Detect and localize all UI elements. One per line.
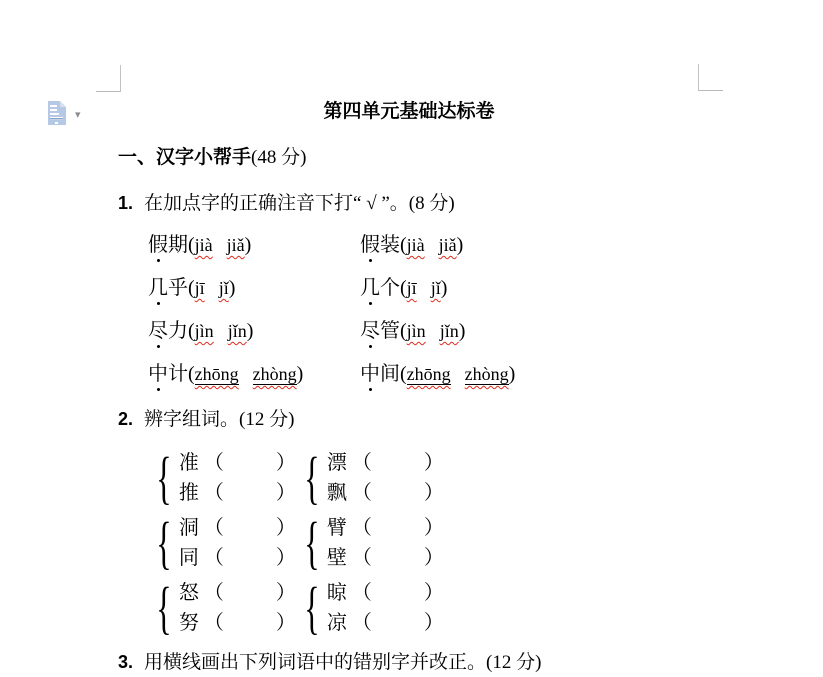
paren-close: ）: [423, 547, 444, 569]
paren-open: （: [351, 612, 372, 634]
dropdown-caret-icon: ▾: [75, 108, 81, 121]
word-char: 间: [380, 363, 400, 385]
pinyin-choice-item: [148, 276, 360, 301]
paren-close: ): [458, 320, 466, 342]
dotted-char: 尽: [360, 320, 380, 342]
paren-open: (: [400, 234, 407, 256]
paren-close: ）: [275, 547, 296, 569]
word-pair: [150, 575, 298, 640]
pinyin-option: jǐn: [439, 321, 459, 341]
text-boundary-mark-top-left: [96, 65, 121, 92]
word-char: 管: [380, 320, 400, 342]
word-char: 力: [168, 320, 188, 342]
word-char: 飘: [326, 482, 347, 504]
paren-close: ): [440, 277, 448, 299]
paren-open: （: [351, 482, 372, 504]
paren-open: (: [400, 363, 407, 385]
word-char: 凉: [326, 612, 347, 634]
paren-close: ）: [423, 452, 444, 474]
brace-glyph: {: [156, 445, 172, 510]
word-char: 乎: [168, 277, 188, 299]
paren-close: ): [228, 277, 236, 299]
pinyin-option: jiǎ: [226, 235, 245, 255]
word-blank-line: [327, 578, 444, 608]
paren-open: (: [188, 234, 195, 256]
word-blank-line: [327, 513, 444, 543]
word-char: 晾: [326, 582, 347, 604]
pinyin-option: jǐ: [430, 278, 441, 298]
word-char: 准: [178, 452, 199, 474]
word-blank-line: [179, 513, 296, 543]
word-char: 臂: [326, 517, 347, 539]
paren-close: ）: [275, 612, 296, 634]
paren-close: ）: [423, 517, 444, 539]
word-char: 个: [380, 277, 400, 299]
paren-close: ）: [423, 482, 444, 504]
pinyin-option: jià: [406, 235, 425, 255]
word-pair: [150, 445, 298, 510]
pinyin-option: jǐ: [218, 278, 229, 298]
paren-open: （: [351, 517, 372, 539]
question-3-text: 用横线画出下列词语中的错别字并改正。(12 分): [144, 652, 542, 673]
dotted-char: 中: [148, 363, 168, 385]
document-body: [118, 96, 700, 675]
pinyin-option: jià: [194, 235, 213, 255]
brace-glyph: {: [156, 575, 172, 640]
word-char: 计: [168, 363, 188, 385]
dotted-char: 几: [148, 277, 168, 299]
word-char: 装: [380, 234, 400, 256]
dotted-char: 尽: [148, 320, 168, 342]
question-1-text: 在加点字的正确注音下打“ √ ”。(8 分): [144, 193, 455, 214]
paren-open: （: [351, 547, 372, 569]
pinyin-choice-item: [360, 233, 700, 258]
paren-open: （: [203, 452, 224, 474]
pinyin-choice-item: [360, 319, 700, 344]
word-blank-line: [179, 543, 296, 573]
paren-close: ）: [275, 582, 296, 604]
word-char: 同: [178, 547, 199, 569]
pinyin-option: jǐn: [227, 321, 247, 341]
pinyin-choice-item: [148, 233, 360, 258]
paste-options-icon: [45, 100, 69, 129]
paren-close: ): [296, 363, 304, 385]
pinyin-option: zhòng: [252, 364, 297, 384]
question-2-number: 2.: [118, 409, 134, 429]
paren-open: （: [203, 582, 224, 604]
page-title: 第四单元基础达标卷: [323, 101, 495, 122]
pinyin-choice-item: [360, 362, 700, 387]
word-pair: [150, 510, 298, 575]
paren-open: (: [400, 277, 407, 299]
paren-open: （: [203, 517, 224, 539]
pinyin-option: zhòng: [464, 364, 509, 384]
pinyin-option: jìn: [194, 321, 214, 341]
paren-open: （: [203, 612, 224, 634]
word-blank-line: [179, 448, 296, 478]
pinyin-choice-item: [148, 362, 360, 387]
word-blank-line: [327, 448, 444, 478]
paren-open: (: [188, 277, 195, 299]
word-pair: [298, 445, 700, 510]
paren-close: ): [246, 320, 254, 342]
word-blank-line: [327, 608, 444, 638]
question-2-text: 辨字组词。(12 分): [144, 409, 295, 430]
paste-options-button[interactable]: [43, 98, 83, 131]
section-heading: [118, 146, 700, 170]
question-3-number: 3.: [118, 652, 134, 672]
word-char: 洞: [178, 517, 199, 539]
dotted-char: 几: [360, 277, 380, 299]
question-3-prompt: [118, 650, 700, 675]
pinyin-choice-item: [360, 276, 700, 301]
paren-open: (: [188, 363, 195, 385]
question-1-number: 1.: [118, 193, 134, 213]
word-char: 推: [178, 482, 199, 504]
word-blank-line: [327, 478, 444, 508]
brace-glyph: {: [304, 445, 320, 510]
paren-open: （: [203, 547, 224, 569]
word-char: 壁: [326, 547, 347, 569]
paren-close: ）: [275, 482, 296, 504]
word-pair: [298, 510, 700, 575]
word-blank-line: [327, 543, 444, 573]
paren-close: ）: [423, 612, 444, 634]
section-heading-text: 一、汉字小帮手: [118, 147, 252, 168]
paren-close: ): [244, 234, 252, 256]
paren-close: ）: [275, 452, 296, 474]
question-1-prompt: [118, 191, 700, 216]
dotted-char: 假: [360, 234, 380, 256]
dotted-char: 中: [360, 363, 380, 385]
paren-close: ）: [275, 517, 296, 539]
section-score: (48 分): [251, 147, 307, 168]
word-blank-line: [179, 578, 296, 608]
pinyin-option: jī: [194, 278, 205, 298]
question-2-prompt: [118, 407, 700, 432]
brace-glyph: {: [156, 510, 172, 575]
paren-open: （: [203, 482, 224, 504]
paren-open: （: [351, 582, 372, 604]
paren-close: ）: [423, 582, 444, 604]
paren-close: ): [456, 234, 464, 256]
paren-open: (: [188, 320, 195, 342]
word-char: 怒: [178, 582, 199, 604]
pinyin-option: jiǎ: [438, 235, 457, 255]
paren-open: （: [351, 452, 372, 474]
word-pair: [298, 575, 700, 640]
pinyin-option: jìn: [406, 321, 426, 341]
pinyin-option: jī: [406, 278, 417, 298]
word-blank-line: [179, 478, 296, 508]
text-boundary-mark-top-right: [698, 64, 723, 91]
paren-open: (: [400, 320, 407, 342]
word-char: 努: [178, 612, 199, 634]
paren-close: ): [508, 363, 516, 385]
dotted-char: 假: [148, 234, 168, 256]
pinyin-option: zhōng: [194, 364, 239, 384]
pinyin-choice-item: [148, 319, 360, 344]
word-char: 期: [168, 234, 188, 256]
word-blank-line: [179, 608, 296, 638]
word-char: 漂: [326, 452, 347, 474]
pinyin-option: zhōng: [406, 364, 451, 384]
brace-glyph: {: [304, 510, 320, 575]
pinyin-choice-grid: [148, 233, 700, 387]
brace-glyph: {: [304, 575, 320, 640]
word-pair-grid: [150, 445, 700, 640]
